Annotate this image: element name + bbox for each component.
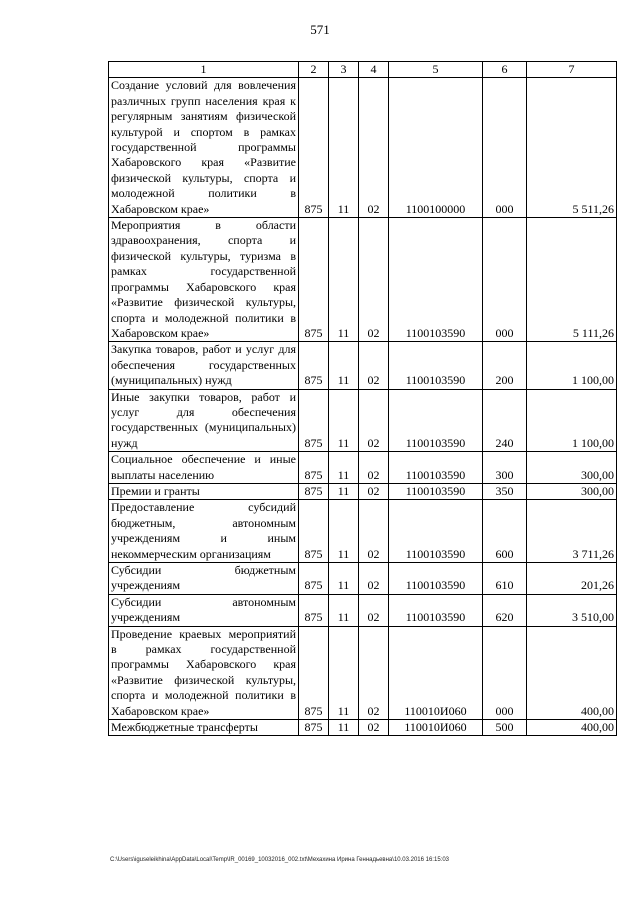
column-header: 3 bbox=[329, 62, 359, 78]
ministry-code: 875 bbox=[299, 626, 329, 719]
section-code: 11 bbox=[329, 594, 359, 626]
target-code: 1100103590 bbox=[389, 452, 483, 484]
target-code: 1100103590 bbox=[389, 389, 483, 452]
column-header: 1 bbox=[109, 62, 299, 78]
row-name: Премии и гранты bbox=[109, 483, 299, 499]
amount: 400,00 bbox=[527, 720, 617, 736]
expense-type-code: 500 bbox=[483, 720, 527, 736]
budget-table bbox=[108, 61, 617, 736]
ministry-code: 875 bbox=[299, 720, 329, 736]
ministry-code: 875 bbox=[299, 563, 329, 595]
table-row bbox=[109, 218, 617, 342]
ministry-code: 875 bbox=[299, 218, 329, 342]
column-header: 6 bbox=[483, 62, 527, 78]
section-code: 11 bbox=[329, 342, 359, 389]
target-code: 110010И060 bbox=[389, 720, 483, 736]
subsection-code: 02 bbox=[359, 626, 389, 719]
table-row bbox=[109, 78, 617, 218]
subsection-code: 02 bbox=[359, 389, 389, 452]
target-code: 1100103590 bbox=[389, 563, 483, 595]
row-name: Создание условий для вовлечения различных групп населения края к регулярным занятиям физической культурой и спортом в рамках государственной программы Хабаровского края «Развитие физической культуры, спорта и молодежной политики в Хабаровском крае» bbox=[109, 78, 299, 218]
column-header: 2 bbox=[299, 62, 329, 78]
amount: 1 100,00 bbox=[527, 389, 617, 452]
table-row bbox=[109, 720, 617, 736]
section-code: 11 bbox=[329, 483, 359, 499]
row-name: Субсидии автономным учреждениям bbox=[109, 594, 299, 626]
column-header: 4 bbox=[359, 62, 389, 78]
table-row bbox=[109, 626, 617, 719]
section-code: 11 bbox=[329, 500, 359, 563]
expense-type-code: 600 bbox=[483, 500, 527, 563]
row-name: Проведение краевых мероприятий в рамках государственной программы Хабаровского края «Развитие физической культуры, спорта и молодежной политики в Хабаровском крае» bbox=[109, 626, 299, 719]
amount: 300,00 bbox=[527, 483, 617, 499]
amount: 1 100,00 bbox=[527, 342, 617, 389]
ministry-code: 875 bbox=[299, 78, 329, 218]
target-code: 1100103590 bbox=[389, 594, 483, 626]
subsection-code: 02 bbox=[359, 720, 389, 736]
amount: 3 510,00 bbox=[527, 594, 617, 626]
row-name: Субсидии бюджетным учреждениям bbox=[109, 563, 299, 595]
table-row bbox=[109, 483, 617, 499]
ministry-code: 875 bbox=[299, 342, 329, 389]
expense-type-code: 240 bbox=[483, 389, 527, 452]
expense-type-code: 610 bbox=[483, 563, 527, 595]
row-name: Мероприятия в области здравоохранения, спорта и физической культуры, туризма в рамках государственной программы Хабаровского края «Развитие физической культуры, спорта и молодежной политики в Хабаровском крае» bbox=[109, 218, 299, 342]
page-number: 571 bbox=[310, 22, 330, 37]
expense-type-code: 620 bbox=[483, 594, 527, 626]
section-code: 11 bbox=[329, 389, 359, 452]
subsection-code: 02 bbox=[359, 483, 389, 499]
subsection-code: 02 bbox=[359, 500, 389, 563]
row-name: Иные закупки товаров, работ и услуг для обеспечения государственных (муниципальных) нужд bbox=[109, 389, 299, 452]
ministry-code: 875 bbox=[299, 452, 329, 484]
amount: 5 111,26 bbox=[527, 218, 617, 342]
target-code: 110010И060 bbox=[389, 626, 483, 719]
subsection-code: 02 bbox=[359, 342, 389, 389]
subsection-code: 02 bbox=[359, 218, 389, 342]
section-code: 11 bbox=[329, 452, 359, 484]
target-code: 1100100000 bbox=[389, 78, 483, 218]
table-row bbox=[109, 594, 617, 626]
table-row bbox=[109, 389, 617, 452]
target-code: 1100103590 bbox=[389, 500, 483, 563]
section-code: 11 bbox=[329, 218, 359, 342]
ministry-code: 875 bbox=[299, 389, 329, 452]
expense-type-code: 000 bbox=[483, 218, 527, 342]
ministry-code: 875 bbox=[299, 594, 329, 626]
row-name: Межбюджетные трансферты bbox=[109, 720, 299, 736]
target-code: 1100103590 bbox=[389, 342, 483, 389]
table-row bbox=[109, 500, 617, 563]
expense-type-code: 000 bbox=[483, 78, 527, 218]
file-path-footer: C:\Users\iguseleikhina\AppData\Local\Temp\IR_00169_10032016_002.txt\Мехахина Ирина Геннадьевна\10.03.2016 16:15:03 bbox=[110, 857, 449, 863]
row-name: Закупка товаров, работ и услуг для обеспечения государственных (муниципальных) нужд bbox=[109, 342, 299, 389]
table-row bbox=[109, 342, 617, 389]
section-code: 11 bbox=[329, 720, 359, 736]
subsection-code: 02 bbox=[359, 563, 389, 595]
row-name: Предоставление субсидий бюджетным, автономным учреждениям и иным некоммерческим организациям bbox=[109, 500, 299, 563]
subsection-code: 02 bbox=[359, 78, 389, 218]
subsection-code: 02 bbox=[359, 594, 389, 626]
target-code: 1100103590 bbox=[389, 218, 483, 342]
expense-type-code: 000 bbox=[483, 626, 527, 719]
section-code: 11 bbox=[329, 626, 359, 719]
expense-type-code: 300 bbox=[483, 452, 527, 484]
table-row bbox=[109, 563, 617, 595]
header-row bbox=[109, 62, 617, 78]
expense-type-code: 350 bbox=[483, 483, 527, 499]
target-code: 1100103590 bbox=[389, 483, 483, 499]
ministry-code: 875 bbox=[299, 483, 329, 499]
section-code: 11 bbox=[329, 78, 359, 218]
amount: 300,00 bbox=[527, 452, 617, 484]
column-header: 7 bbox=[527, 62, 617, 78]
amount: 3 711,26 bbox=[527, 500, 617, 563]
amount: 5 511,26 bbox=[527, 78, 617, 218]
section-code: 11 bbox=[329, 563, 359, 595]
amount: 201,26 bbox=[527, 563, 617, 595]
ministry-code: 875 bbox=[299, 500, 329, 563]
expense-type-code: 200 bbox=[483, 342, 527, 389]
table-row bbox=[109, 452, 617, 484]
row-name: Социальное обеспечение и иные выплаты населению bbox=[109, 452, 299, 484]
column-header: 5 bbox=[389, 62, 483, 78]
subsection-code: 02 bbox=[359, 452, 389, 484]
amount: 400,00 bbox=[527, 626, 617, 719]
